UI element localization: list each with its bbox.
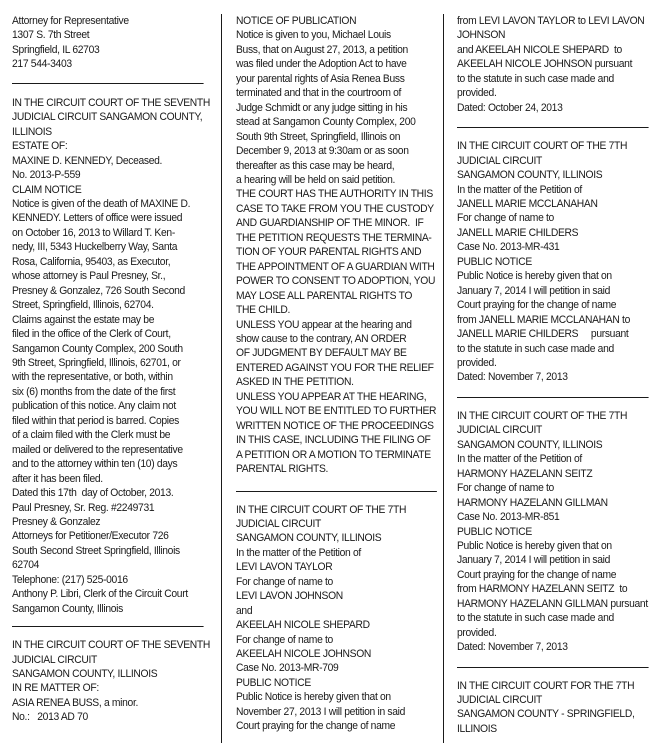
notice-line: Court praying for the change of name bbox=[236, 720, 396, 733]
notice-line: 9th Street, Springfield, Illinois, 62701, or bbox=[12, 356, 181, 369]
notice-separator bbox=[457, 397, 649, 398]
notice-line: ASIA RENEA BUSS, a minor. bbox=[12, 696, 139, 709]
notice-line: Attorneys for Petitioner/Executor 726 bbox=[12, 530, 169, 543]
notice-line: whose attorney is Paul Presney, Sr., bbox=[12, 270, 166, 283]
notice-line: In the matter of the Petition of bbox=[457, 183, 582, 196]
notice-line: South 9th Street, Springfield, Illinois on bbox=[236, 130, 401, 143]
notice-line: Notice is given of the death of MAXINE D. bbox=[12, 197, 191, 210]
notice-line: IN THE CIRCUIT COURT OF THE SEVENTH bbox=[12, 639, 211, 652]
notice-line: MAXINE D. KENNEDY, Deceased. bbox=[12, 154, 163, 167]
notice-line: Springfield, IL 62703 bbox=[12, 43, 100, 56]
column-3 bbox=[457, 14, 650, 736]
notice-line: PARENTAL RIGHTS. bbox=[236, 463, 329, 476]
notice-line: JUDICIAL CIRCUIT SANGAMON COUNTY, bbox=[12, 111, 203, 124]
notice-line: NOTICE OF PUBLICATION bbox=[236, 15, 357, 27]
notice-line: 1307 S. 7th Street bbox=[12, 29, 90, 42]
notice-line: JUDICIAL CIRCUIT bbox=[12, 653, 97, 666]
notice-line: JANELL MARIE CHILDERS pursuant bbox=[457, 328, 629, 341]
notice-line: to the statute in such case made and bbox=[457, 612, 614, 625]
notice-line: JUDICIAL CIRCUIT bbox=[236, 517, 321, 530]
notice-line: Claims against the estate may be bbox=[12, 313, 155, 326]
notice-line: to the statute in such case made and bbox=[457, 72, 614, 85]
notice-line: Sangamon County Complex, 200 South bbox=[12, 342, 183, 355]
notice-separator bbox=[457, 667, 649, 668]
notice-line: In the matter of the Petition of bbox=[457, 453, 582, 466]
notice-line: HARMONY HAZELANN GILLMAN pursuant bbox=[457, 597, 648, 610]
notice-line: IN RE MATTER OF: bbox=[12, 682, 99, 695]
notice-line: MAY LOSE ALL PARENTAL RIGHTS TO bbox=[236, 289, 413, 302]
notice-line: In the matter of the Petition of bbox=[236, 546, 361, 559]
notice-line: to the statute in such case made and bbox=[457, 342, 614, 355]
notice-line: publication of this notice. Any claim not bbox=[12, 400, 176, 413]
notice-line: Judge Schmidt or any judge sitting in his bbox=[236, 101, 408, 114]
notice-line: Rosa, California, 95403, as Executor, bbox=[12, 255, 171, 268]
notice-line: of a claim filed with the Clerk must be bbox=[12, 429, 171, 442]
notice-line: UNLESS YOU APPEAR AT THE HEARING, bbox=[236, 390, 427, 403]
legal-notice bbox=[457, 14, 650, 115]
notice-line: after it has been filed. bbox=[12, 472, 103, 485]
notice-line: SANGAMON COUNTY - SPRINGFIELD, bbox=[457, 708, 635, 721]
notice-separator bbox=[457, 127, 649, 128]
legal-notice bbox=[12, 638, 211, 725]
notice-line: THE APPOINTMENT OF A GUARDIAN WITH bbox=[236, 260, 435, 273]
notice-line: For change of name to bbox=[457, 212, 554, 225]
legal-notice bbox=[236, 503, 431, 734]
notice-line: filed within that period is barred. Copies bbox=[12, 414, 179, 427]
notice-line: with the representative, or both, within bbox=[12, 371, 173, 384]
notice-line: JUDICIAL CIRCUIT bbox=[457, 424, 542, 437]
notice-line: provided. bbox=[457, 626, 497, 639]
notice-line: IN THE CIRCUIT COURT OF THE 7TH bbox=[236, 503, 407, 516]
notice-line: from JANELL MARIE MCCLANAHAN to bbox=[457, 313, 630, 326]
notice-line: January 7, 2014 I will petition in said bbox=[457, 554, 611, 567]
notice-line: from HARMONY HAZELANN SEITZ to bbox=[457, 583, 628, 596]
legal-notice bbox=[236, 14, 437, 477]
notice-line: mailed or delivered to the representative bbox=[12, 443, 183, 456]
notice-line: provided. bbox=[457, 87, 497, 100]
notice-line: UNLESS YOU appear at the hearing and bbox=[236, 318, 412, 331]
notice-line: 217 544-3403 bbox=[12, 58, 72, 71]
notice-line: IN THE CIRCUIT COURT OF THE 7TH bbox=[457, 409, 628, 422]
notice-line: THE CHILD. bbox=[236, 304, 291, 317]
notice-line: No.: 2013 AD 70 bbox=[12, 711, 88, 724]
notice-line: AKEELAH NICOLE JOHNSON bbox=[236, 648, 372, 661]
notice-line: and to the attorney within ten (10) days bbox=[12, 458, 178, 471]
notice-line: Case No. 2013-MR-851 bbox=[457, 511, 560, 524]
notice-line: Court praying for the change of name bbox=[457, 299, 617, 312]
notice-line: South Second Street Springfield, Illinois bbox=[12, 544, 180, 557]
notice-separator bbox=[12, 626, 204, 627]
notice-line: your parental rights of Asia Renea Buss bbox=[236, 72, 405, 85]
notice-line: CLAIM NOTICE bbox=[12, 183, 82, 196]
notice-line: JANELL MARIE CHILDERS bbox=[457, 226, 579, 239]
notice-line: from LEVI LAVON TAYLOR to LEVI LAVON bbox=[457, 15, 645, 27]
column-divider bbox=[221, 14, 222, 743]
notice-line: JANELL MARIE MCCLANAHAN bbox=[457, 197, 598, 210]
notice-line: SANGAMON COUNTY, ILLINOIS bbox=[457, 438, 603, 451]
notice-line: LEVI LAVON JOHNSON bbox=[236, 590, 343, 603]
notice-line: IN THE CIRCUIT COURT OF THE SEVENTH bbox=[12, 96, 211, 109]
legal-notice bbox=[12, 96, 211, 616]
notice-line: A PETITION OR A MOTION TO TERMINATE bbox=[236, 448, 431, 461]
notice-line: AND GUARDIANSHIP OF THE MINOR. IF bbox=[236, 217, 424, 230]
notice-line: Attorney for Representative bbox=[12, 15, 129, 27]
legal-notice bbox=[457, 409, 650, 655]
notice-line: Presney & Gonzalez bbox=[12, 515, 101, 528]
notice-line: ASKED IN THE PETITION. bbox=[236, 376, 354, 389]
notice-line: was filed under the Adoption Act to have bbox=[236, 58, 407, 71]
notice-line: Anthony P. Libri, Clerk of the Circuit Court bbox=[12, 588, 188, 601]
notice-line: Dated: November 7, 2013 bbox=[457, 371, 568, 384]
notice-line: For change of name to bbox=[236, 633, 333, 646]
notice-line: ILLINOIS bbox=[457, 722, 497, 735]
notice-line: THE COURT HAS THE AUTHORITY IN THIS bbox=[236, 188, 433, 201]
notice-line: For change of name to bbox=[236, 575, 333, 588]
notice-line: No. 2013-P-559 bbox=[12, 169, 81, 182]
notice-line: WRITTEN NOTICE OF THE PROCEEDINGS bbox=[236, 419, 434, 432]
notice-line: LEVI LAVON TAYLOR bbox=[236, 561, 333, 574]
notice-line: terminated and that in the courtroom of bbox=[236, 87, 402, 100]
notice-line: and bbox=[236, 604, 253, 617]
notice-line: TION OF YOUR PARENTAL RIGHTS AND bbox=[236, 246, 422, 259]
notice-line: SANGAMON COUNTY, ILLINOIS bbox=[457, 169, 603, 182]
notice-line: ENTERED AGAINST YOU FOR THE RELIEF bbox=[236, 361, 434, 374]
notice-line: on October 16, 2013 to Willard T. Ken- bbox=[12, 226, 175, 239]
notice-line: IN THE CIRCUIT COURT FOR THE 7TH bbox=[457, 679, 635, 692]
notice-line: OF JUDGMENT BY DEFAULT MAY BE bbox=[236, 347, 407, 360]
legal-notice bbox=[457, 679, 650, 737]
notice-line: PUBLIC NOTICE bbox=[457, 255, 532, 268]
notice-line: Public Notice is hereby given that on bbox=[236, 691, 391, 704]
notice-line: Paul Presney, Sr. Reg. #2249731 bbox=[12, 501, 155, 514]
notice-line: November 27, 2013 I will petition in said bbox=[236, 705, 406, 718]
notice-line: THE PETITION REQUESTS THE TERMINA- bbox=[236, 231, 432, 244]
notice-line: KENNEDY. Letters of office were issued bbox=[12, 212, 183, 225]
legal-notice bbox=[12, 14, 205, 72]
notice-line: SANGAMON COUNTY, ILLINOIS bbox=[236, 532, 382, 545]
notice-line: Dated: November 7, 2013 bbox=[457, 641, 568, 654]
notice-line: ILLINOIS bbox=[12, 125, 52, 138]
notice-line: a hearing will be held on said petition. bbox=[236, 173, 396, 186]
notice-line: HARMONY HAZELANN GILLMAN bbox=[457, 496, 608, 509]
notice-line: HARMONY HAZELANN SEITZ bbox=[457, 467, 593, 480]
notice-line: Telephone: (217) 525-0016 bbox=[12, 573, 128, 586]
notice-line: thereafter as this case may be heard, bbox=[236, 159, 395, 172]
notice-line: Public Notice is hereby given that on bbox=[457, 539, 612, 552]
notice-line: Notice is given to you, Michael Louis bbox=[236, 29, 391, 42]
column-1 bbox=[12, 14, 211, 725]
notice-separator bbox=[236, 491, 437, 492]
notice-line: Sangamon County, Illinois bbox=[12, 602, 123, 615]
notice-line: POWER TO CONSENT TO ADOPTION, YOU bbox=[236, 275, 436, 288]
notice-line: For change of name to bbox=[457, 482, 554, 495]
notice-line: six (6) months from the date of the first bbox=[12, 385, 176, 398]
column-2 bbox=[236, 14, 437, 734]
notice-line: January 7, 2014 I will petition in said bbox=[457, 284, 611, 297]
notice-line: nedy, III, 5343 Huckelberry Way, Santa bbox=[12, 241, 178, 254]
notice-line: AKEELAH NICOLE JOHNSON pursuant bbox=[457, 58, 633, 71]
notice-line: December 9, 2013 at 9:30am or as soon bbox=[236, 145, 409, 158]
notice-line: filed in the office of the Clerk of Court, bbox=[12, 328, 171, 341]
notice-line: show cause to the contrary, AN ORDER bbox=[236, 332, 407, 345]
legal-notice bbox=[457, 139, 650, 385]
notice-line: AKEELAH NICOLE SHEPARD bbox=[236, 619, 370, 632]
notice-line: Court praying for the change of name bbox=[457, 568, 617, 581]
column-divider bbox=[443, 14, 444, 743]
notice-line: SANGAMON COUNTY, ILLINOIS bbox=[12, 668, 158, 681]
notice-line: Dated this 17th day of October, 2013. bbox=[12, 487, 174, 500]
notice-line: Presney & Gonzalez, 726 South Second bbox=[12, 284, 185, 297]
notice-line: and AKEELAH NICOLE SHEPARD to bbox=[457, 43, 622, 56]
notice-line: IN THE CIRCUIT COURT OF THE 7TH bbox=[457, 140, 628, 153]
notice-separator bbox=[12, 83, 204, 84]
notice-line: CASE TO TAKE FROM YOU THE CUSTODY bbox=[236, 202, 434, 215]
notice-line: PUBLIC NOTICE bbox=[457, 525, 532, 538]
notice-line: Dated: October 24, 2013 bbox=[457, 101, 563, 114]
notice-line: Public Notice is hereby given that on bbox=[457, 270, 612, 283]
notice-line: ESTATE OF: bbox=[12, 140, 68, 153]
notice-line: JUDICIAL CIRCUIT bbox=[457, 154, 542, 167]
notice-line: JOHNSON bbox=[457, 29, 506, 42]
notice-line: PUBLIC NOTICE bbox=[236, 676, 311, 689]
notice-line: Case No. 2013-MR-431 bbox=[457, 241, 560, 254]
notice-line: Case No. 2013-MR-709 bbox=[236, 662, 339, 675]
notice-line: IN THIS CASE, INCLUDING THE FILING OF bbox=[236, 434, 431, 447]
notice-line: stead at Sangamon County Complex, 200 bbox=[236, 116, 416, 129]
notice-line: Street, Springfield, Illinois, 62704. bbox=[12, 299, 154, 312]
notice-line: Buss, that on August 27, 2013, a petition bbox=[236, 43, 408, 56]
notice-line: JUDICIAL CIRCUIT bbox=[457, 694, 542, 707]
notice-line: provided. bbox=[457, 356, 497, 369]
notice-line: 62704 bbox=[12, 559, 40, 572]
notice-line: YOU WILL NOT BE ENTITLED TO FURTHER bbox=[236, 405, 437, 418]
